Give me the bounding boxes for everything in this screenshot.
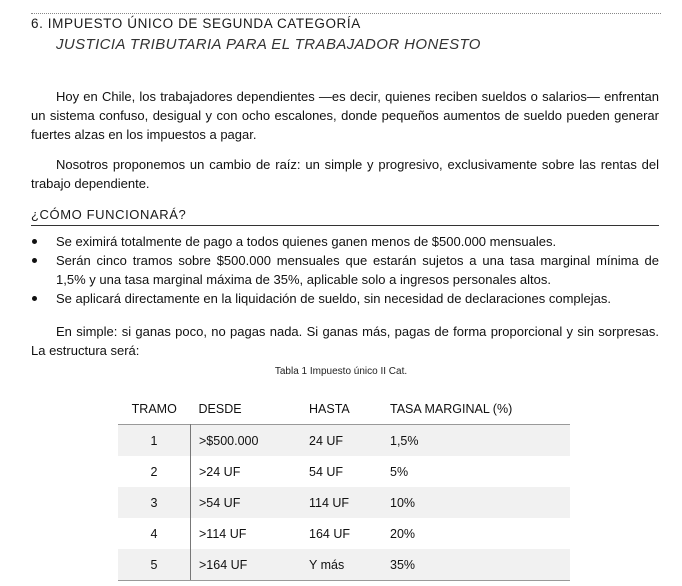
cell-tasa: 35% bbox=[390, 549, 570, 581]
cell-desde: >164 UF bbox=[191, 549, 310, 581]
cell-hasta: Y más bbox=[309, 549, 390, 581]
table-row bbox=[118, 487, 570, 518]
section-title: 6. IMPUESTO ÚNICO DE SEGUNDA CATEGORÍA bbox=[31, 16, 361, 31]
table-row bbox=[118, 549, 570, 581]
header-hasta: HASTA bbox=[309, 402, 350, 416]
table-row bbox=[118, 456, 570, 487]
cell-tramo: 3 bbox=[118, 487, 191, 518]
cell-tramo: 4 bbox=[118, 518, 191, 549]
cell-tasa: 10% bbox=[390, 487, 570, 518]
cell-hasta: 114 UF bbox=[309, 487, 390, 518]
cell-desde: >24 UF bbox=[199, 464, 241, 479]
list-item bbox=[31, 232, 659, 251]
header-tramo: TRAMO bbox=[131, 402, 177, 416]
cell-tramo: 1 bbox=[118, 425, 191, 457]
how-heading: ¿CÓMO FUNCIONARÁ? bbox=[31, 207, 659, 226]
summary-paragraph: En simple: si ganas poco, no pagas nada. Si ganas más, pagas de forma proporcional y sin sorpresas. La estructura será: bbox=[31, 324, 659, 358]
cell-desde: >114 UF bbox=[199, 526, 247, 541]
section-subtitle: JUSTICIA TRIBUTARIA PARA EL TRABAJADOR HONESTO bbox=[56, 36, 481, 53]
table-row bbox=[118, 425, 570, 457]
tax-bracket-table bbox=[118, 394, 570, 581]
list-item bbox=[31, 251, 659, 289]
cell-desde: >$500.000 bbox=[191, 425, 310, 457]
bullet-icon bbox=[32, 296, 37, 301]
header-desde: DESDE bbox=[198, 402, 242, 416]
top-divider bbox=[31, 13, 661, 14]
feature-list bbox=[31, 232, 659, 308]
bullet-icon bbox=[32, 258, 37, 263]
cell-hasta: 54 UF bbox=[309, 464, 344, 479]
list-item-text: Serán cinco tramos sobre $500.000 mensuales que estarán sujetos a una tasa marginal mínima de 1,5% y una tasa marginal máxima de 35%, aplicable solo a ingresos personales altos. bbox=[56, 253, 659, 287]
intro-paragraph: Hoy en Chile, los trabajadores dependientes —es decir, quienes reciben sueldos o salarios— enfrentan un sistema confuso, desigual y con ocho escalones, donde pequeños aumentos de sueldo pueden generar fuertes alzas en los impuestos a pagar. bbox=[31, 89, 659, 142]
table-header-row bbox=[118, 394, 570, 425]
header-tasa: TASA MARGINAL (%) bbox=[390, 402, 513, 416]
cell-tasa: 20% bbox=[390, 526, 416, 541]
table-caption: Tabla 1 Impuesto único II Cat. bbox=[274, 366, 408, 377]
proposal-paragraph: Nosotros proponemos un cambio de raíz: un simple y progresivo, exclusivamente sobre las rentas del trabajo dependiente. bbox=[31, 157, 659, 191]
list-item-text: Se eximirá totalmente de pago a todos quienes ganen menos de $500.000 mensuales. bbox=[56, 234, 557, 249]
cell-tasa: 1,5% bbox=[390, 425, 570, 457]
cell-tramo: 2 bbox=[118, 456, 191, 487]
cell-tasa: 5% bbox=[390, 464, 409, 479]
cell-tramo: 5 bbox=[118, 549, 191, 581]
cell-desde: >54 UF bbox=[191, 487, 310, 518]
table-row bbox=[118, 518, 570, 549]
list-item bbox=[31, 289, 659, 308]
list-item-text: Se aplicará directamente en la liquidación de sueldo, sin necesidad de declaraciones complejas. bbox=[56, 291, 612, 306]
bullet-icon bbox=[32, 239, 37, 244]
cell-hasta: 164 UF bbox=[309, 526, 350, 541]
cell-hasta: 24 UF bbox=[309, 425, 390, 457]
